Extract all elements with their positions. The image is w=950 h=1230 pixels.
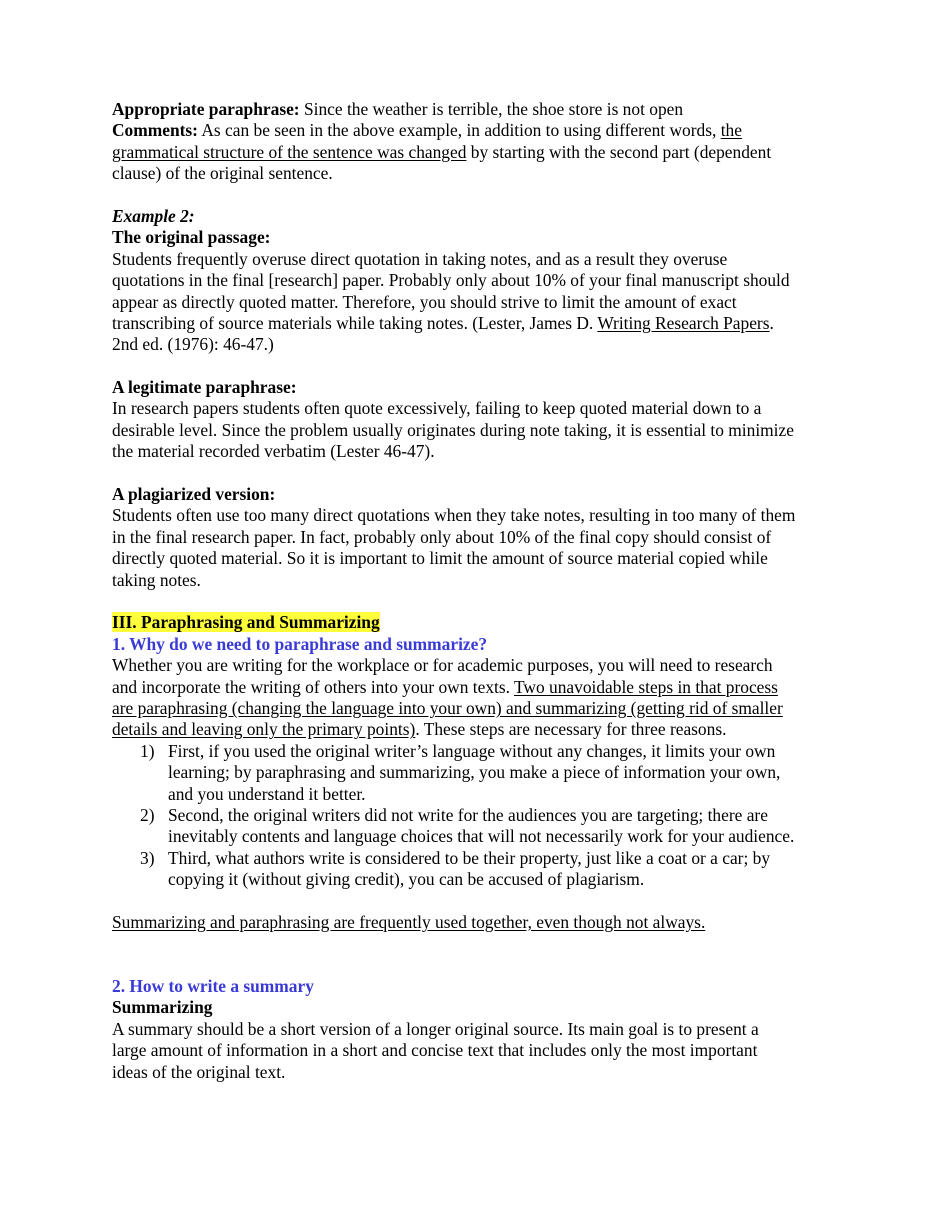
original-passage-line: 2nd ed. (1976): 46-47.)	[112, 334, 274, 355]
list-item-line: Third, what authors write is considered to be their property, just like a coat or a car; by	[168, 847, 771, 868]
comments-line-2	[112, 142, 852, 163]
book-title: Writing Research Papers	[597, 312, 770, 333]
original-passage-line: Students frequently overuse direct quotation in taking notes, and as a result they overuse	[112, 248, 728, 269]
summarizing-label: Summarizing	[112, 997, 213, 1018]
original-passage-line: appear as directly quoted matter. Therefore, you should strive to limit the amount of exact	[112, 291, 737, 312]
plagiarized-version-line: in the final research paper. In fact, probably only about 10% of the final copy should consist of	[112, 526, 772, 547]
appropriate-paraphrase-text: Since the weather is terrible, the shoe store is not open	[299, 99, 684, 119]
summary-note: Summarizing and paraphrasing are frequently used together, even though not always.	[112, 911, 706, 932]
comments-underlined-text: grammatical structure of the sentence was changed	[112, 141, 467, 162]
paragraph-line	[112, 677, 852, 698]
list-item-line: First, if you used the original writer’s language without any changes, it limits your own	[168, 740, 776, 761]
summarizing-line: large amount of information in a short and concise text that includes only the most important	[112, 1040, 758, 1061]
list-item-line: and you understand it better.	[168, 783, 366, 804]
comments-line-1	[112, 120, 852, 141]
comments-line-3: clause) of the original sentence.	[112, 163, 333, 184]
paragraph-text: . These steps are necessary for three reasons.	[415, 719, 727, 740]
plagiarized-version-line: taking notes.	[112, 569, 201, 590]
paragraph-line	[112, 698, 852, 719]
list-number: 3)	[140, 847, 155, 868]
comments-label: Comments:	[112, 120, 198, 141]
paragraph-underlined-text: Two unavoidable steps in that process	[514, 676, 778, 697]
original-passage-line: quotations in the final [research] paper. Probably only about 10% of your final manuscript should	[112, 270, 790, 291]
subsection-1-heading: 1. Why do we need to paraphrase and summarize?	[112, 633, 488, 654]
summarizing-line: ideas of the original text.	[112, 1061, 286, 1082]
paragraph-text: and incorporate the writing of others into your own texts.	[112, 676, 514, 697]
subsection-2-heading: 2. How to write a summary	[112, 976, 314, 997]
appropriate-paraphrase-line	[112, 99, 852, 120]
reason-list-item	[112, 741, 852, 805]
plagiarized-version-label: A plagiarized version:	[112, 484, 276, 505]
original-passage-label: The original passage:	[112, 227, 271, 248]
citation-text: .	[769, 312, 774, 333]
document-page	[112, 99, 852, 1083]
list-item-line: copying it (without giving credit), you can be accused of plagiarism.	[168, 869, 645, 890]
appropriate-paraphrase-label: Appropriate paraphrase:	[112, 99, 300, 119]
section-3-heading: III. Paraphrasing and Summarizing	[112, 612, 380, 633]
reason-list-item	[112, 848, 852, 891]
legitimate-paraphrase-line: In research papers students often quote excessively, failing to keep quoted material down to a	[112, 398, 762, 419]
paragraph-underlined-text: are paraphrasing (changing the language into your own) and summarizing (getting rid of smaller	[112, 697, 783, 718]
section-3-heading-line	[112, 612, 852, 633]
legitimate-paraphrase-label: A legitimate paraphrase:	[112, 377, 297, 398]
legitimate-paraphrase-line: the material recorded verbatim (Lester 46-47).	[112, 441, 435, 462]
example-2-heading: Example 2:	[112, 205, 195, 226]
summarizing-line: A summary should be a short version of a longer original source. Its main goal is to present a	[112, 1018, 759, 1039]
comments-text: by starting with the second part (dependent	[466, 141, 772, 162]
summary-note-line	[112, 912, 852, 933]
list-item-line: learning; by paraphrasing and summarizing, you make a piece of information your own,	[168, 762, 781, 783]
list-item-line: inevitably contents and language choices that will not necessarily work for your audience.	[168, 826, 795, 847]
plagiarized-version-line: directly quoted material. So it is important to limit the amount of source material copied while	[112, 548, 768, 569]
reason-list-item	[112, 805, 852, 848]
comments-text: As can be seen in the above example, in addition to using different words,	[197, 120, 721, 141]
legitimate-paraphrase-line: desirable level. Since the problem usually originates during note taking, it is essential to minimize	[112, 419, 794, 440]
list-number: 2)	[140, 804, 155, 825]
paragraph-line	[112, 719, 852, 740]
comments-underlined-text: the	[720, 120, 742, 141]
original-passage-line	[112, 313, 852, 334]
paragraph-underlined-text: details and leaving only the primary points)	[112, 719, 416, 740]
plagiarized-version-line: Students often use too many direct quotations when they take notes, resulting in too many of them	[112, 505, 796, 526]
citation-text: transcribing of source materials while taking notes. (Lester, James D.	[112, 312, 598, 333]
list-item-line: Second, the original writers did not write for the audiences you are targeting; there are	[168, 804, 768, 825]
paragraph-line: Whether you are writing for the workplace or for academic purposes, you will need to research	[112, 655, 773, 676]
list-number: 1)	[140, 740, 155, 761]
